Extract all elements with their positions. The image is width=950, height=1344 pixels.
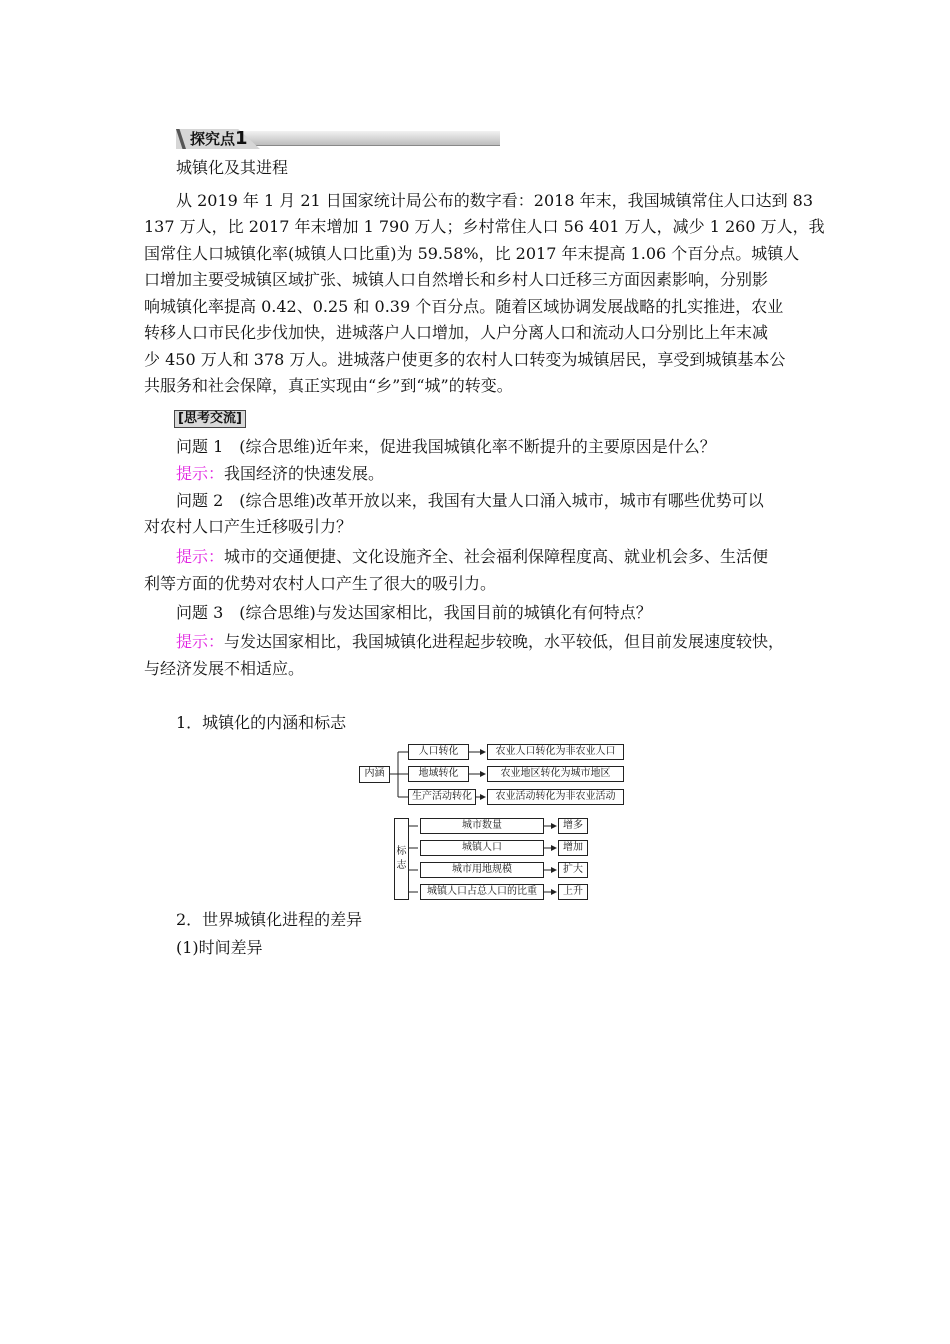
hint-text: 城市的交通便捷、文化设施齐全、社会福利保障程度高、就业机会多、生活便 <box>224 547 769 566</box>
connotation-cause: 人口转化 <box>408 744 469 760</box>
hint-1 <box>176 464 384 484</box>
section-label: 探究点 <box>190 130 236 148</box>
connotation-result: 农业地区转化为城市地区 <box>487 766 624 782</box>
hint-2-line-2: 利等方面的优势对农村人口产生了很大的吸引力。 <box>144 574 497 593</box>
section-number: 1 <box>235 128 248 149</box>
heading-1: 1．城镇化的内涵和标志 <box>176 713 347 732</box>
connotation-result: 农业活动转化为非农业活动 <box>487 789 624 805</box>
hint-text: 与发达国家相比，我国城镇化进程起步较晚，水平较低，但目前发展速度较快， <box>224 632 785 651</box>
paragraph-line: 口增加主要受城镇区域扩张、城镇人口自然增长和乡村人口迁移三方面因素影响，分别影 <box>144 270 769 289</box>
section-banner <box>176 129 500 151</box>
hint-label: 提示： <box>176 547 225 566</box>
heading-2: 2．世界城镇化进程的差异 <box>176 910 363 929</box>
hint-label: 提示： <box>176 464 225 483</box>
signs-result: 扩大 <box>558 862 588 878</box>
connotation-label: 内涵 <box>359 766 390 783</box>
signs-cause: 城镇人口 <box>420 840 544 856</box>
signs-label: 标志 <box>394 818 409 900</box>
hint-text: 我国经济的快速发展。 <box>224 464 385 483</box>
signs-cause: 城市用地规模 <box>420 862 544 878</box>
paragraph-line: 转移人口市民化步伐加快，进城落户人口增加，人户分离人口和流动人口分别比上年末减 <box>144 323 769 342</box>
section-title <box>190 129 248 149</box>
think-exchange-tag: [思考交流] <box>174 410 246 428</box>
question-1: 问题 1 (综合思维)近年来，促进我国城镇化率不断提升的主要原因是什么？ <box>176 437 716 456</box>
signs-cause: 城镇人口占总人口的比重 <box>420 884 544 900</box>
question-2-line-2: 对农村人口产生迁移吸引力？ <box>144 517 353 536</box>
connotation-cause: 生产活动转化 <box>408 789 476 805</box>
question-3: 问题 3 (综合思维)与发达国家相比，我国目前的城镇化有何特点？ <box>176 603 652 622</box>
connotation-cause: 地域转化 <box>408 766 469 782</box>
paragraph-line: 共服务和社会保障，真正实现由“乡”到“城”的转变。 <box>144 376 513 395</box>
signs-result: 上升 <box>558 884 588 900</box>
paragraph-line: 少 450 万人和 378 万人。进城落户使更多的农村人口转变为城镇居民，享受到城镇基本公 <box>144 350 786 369</box>
hint-2-line-1 <box>176 547 768 567</box>
paragraph-line: 国常住人口城镇化率(城镇人口比重)为 59.58%，比 2017 年末提高 1.06 个百分点。城镇人 <box>144 244 800 263</box>
signs-cause: 城市数量 <box>420 818 544 834</box>
paragraph-line: 响城镇化率提高 0.42、0.25 和 0.39 个百分点。随着区域协调发展战略的扎实推进，农业 <box>144 297 784 316</box>
paragraph-line: 从 2019 年 1 月 21 日国家统计局公布的数字看：2018 年末，我国城镇常住人口达到 83 <box>176 191 814 210</box>
question-2-line-1: 问题 2 (综合思维)改革开放以来，我国有大量人口涌入城市，城市有哪些优势可以 <box>176 491 764 510</box>
signs-result: 增加 <box>558 840 588 856</box>
heading-3: (1)时间差异 <box>176 938 263 957</box>
hint-3-line-1 <box>176 632 784 652</box>
subtitle: 城镇化及其进程 <box>176 158 289 177</box>
hint-3-line-2: 与经济发展不相适应。 <box>144 659 305 678</box>
paragraph-line: 137 万人，比 2017 年末增加 1 790 万人；乡村常住人口 56 401 万人，减少 1 260 万人，我 <box>144 217 825 236</box>
signs-result: 增多 <box>558 818 588 834</box>
connotation-result: 农业人口转化为非农业人口 <box>487 744 624 760</box>
hint-label: 提示： <box>176 632 225 651</box>
